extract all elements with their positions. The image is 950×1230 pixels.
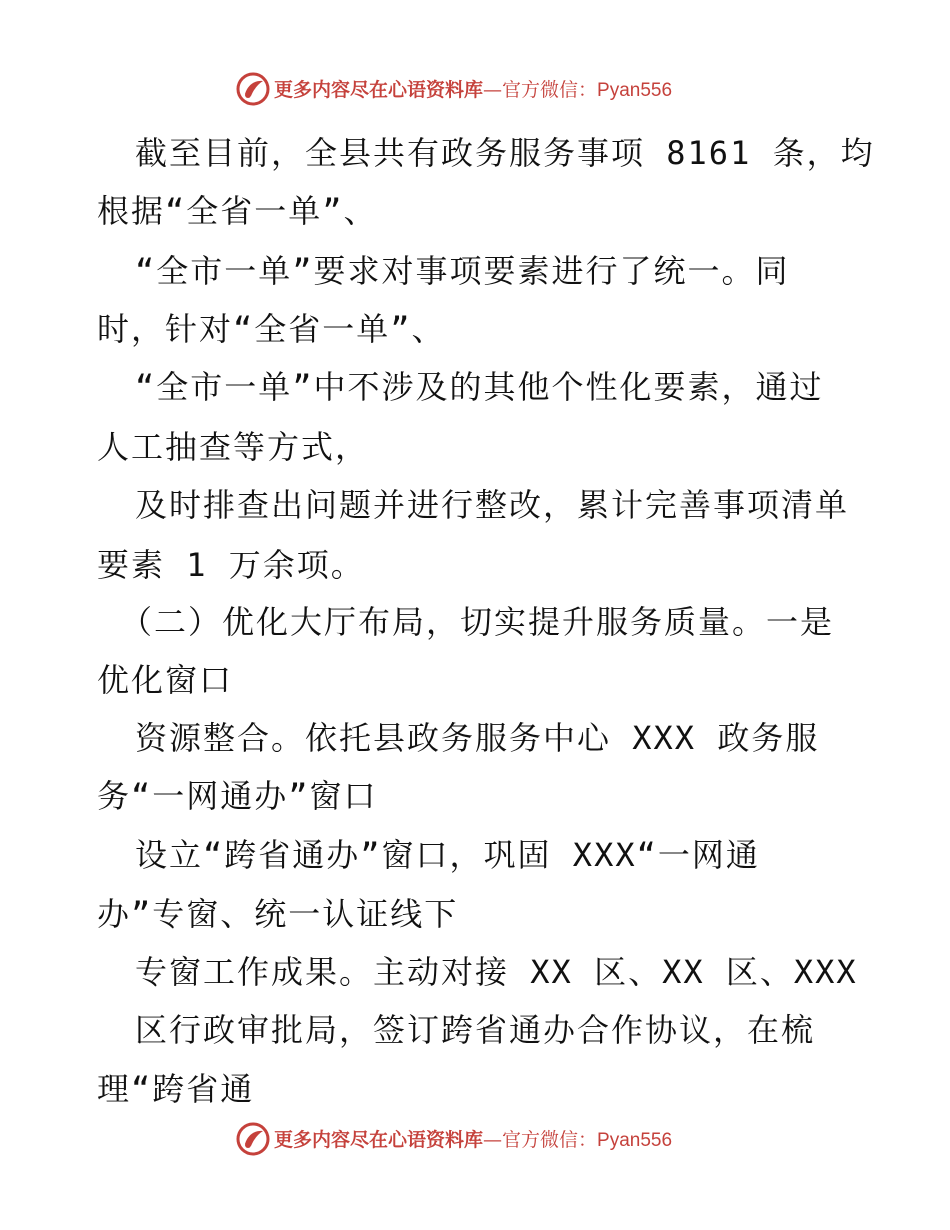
body-line-14: 办”专窗、统一认证线下 [97,895,459,933]
body-line-12: 务“一网通办”窗口 [97,777,378,815]
footer-watermark [0,1120,950,1160]
watermark-text [274,1126,672,1154]
body-line-6: 人工抽查等方式， [97,428,370,466]
body-line-5: “全市一单”中不涉及的其他个性化要素，通过 [135,368,824,406]
body-line-4: 时，针对“全省一单”、 [97,310,446,348]
body-line-7: 及时排查出问题并进行整改，累计完善事项清单 [135,486,850,524]
watermark-brand: 更多内容尽在心语资料库 [274,79,484,101]
body-line-8: 要素 1 万余项。 [97,546,365,584]
watermark-wechat-id: Pyan556 [597,80,673,101]
body-line-11: 资源整合。依托县政务服务中心 XXX 政务服 [135,719,820,757]
body-line-9: （二）优化大厅布局，切实提升服务质量。一是 [120,603,835,641]
header-watermark [0,70,950,110]
body-line-10: 优化窗口 [97,661,234,699]
body-line-15: 专窗工作成果。主动对接 XX 区、XX 区、XXX [135,953,858,991]
watermark-text [274,76,672,104]
watermark-wechat-id: Pyan556 [597,1130,673,1151]
watermark-brand: 更多内容尽在心语资料库 [274,1129,484,1151]
body-line-16: 区行政审批局，签订跨省通办合作协议，在梳 [135,1011,816,1049]
body-line-2: 根据“全省一单”、 [97,192,378,230]
brand-logo-icon [236,1122,270,1156]
watermark-dash: — [483,79,503,101]
watermark-wechat-label: 官方微信： [502,79,598,101]
body-line-1: 截至目前，全县共有政务服务事项 8161 条，均 [135,134,875,172]
body-line-13: 设立“跨省通办”窗口，巩固 XXX“一网通 [135,836,760,874]
brand-logo-icon [236,72,270,106]
watermark-dash: — [483,1129,503,1151]
body-line-17: 理“跨省通 [97,1070,255,1108]
watermark-wechat-label: 官方微信： [502,1129,598,1151]
body-line-3: “全市一单”要求对事项要素进行了统一。同 [135,252,790,290]
